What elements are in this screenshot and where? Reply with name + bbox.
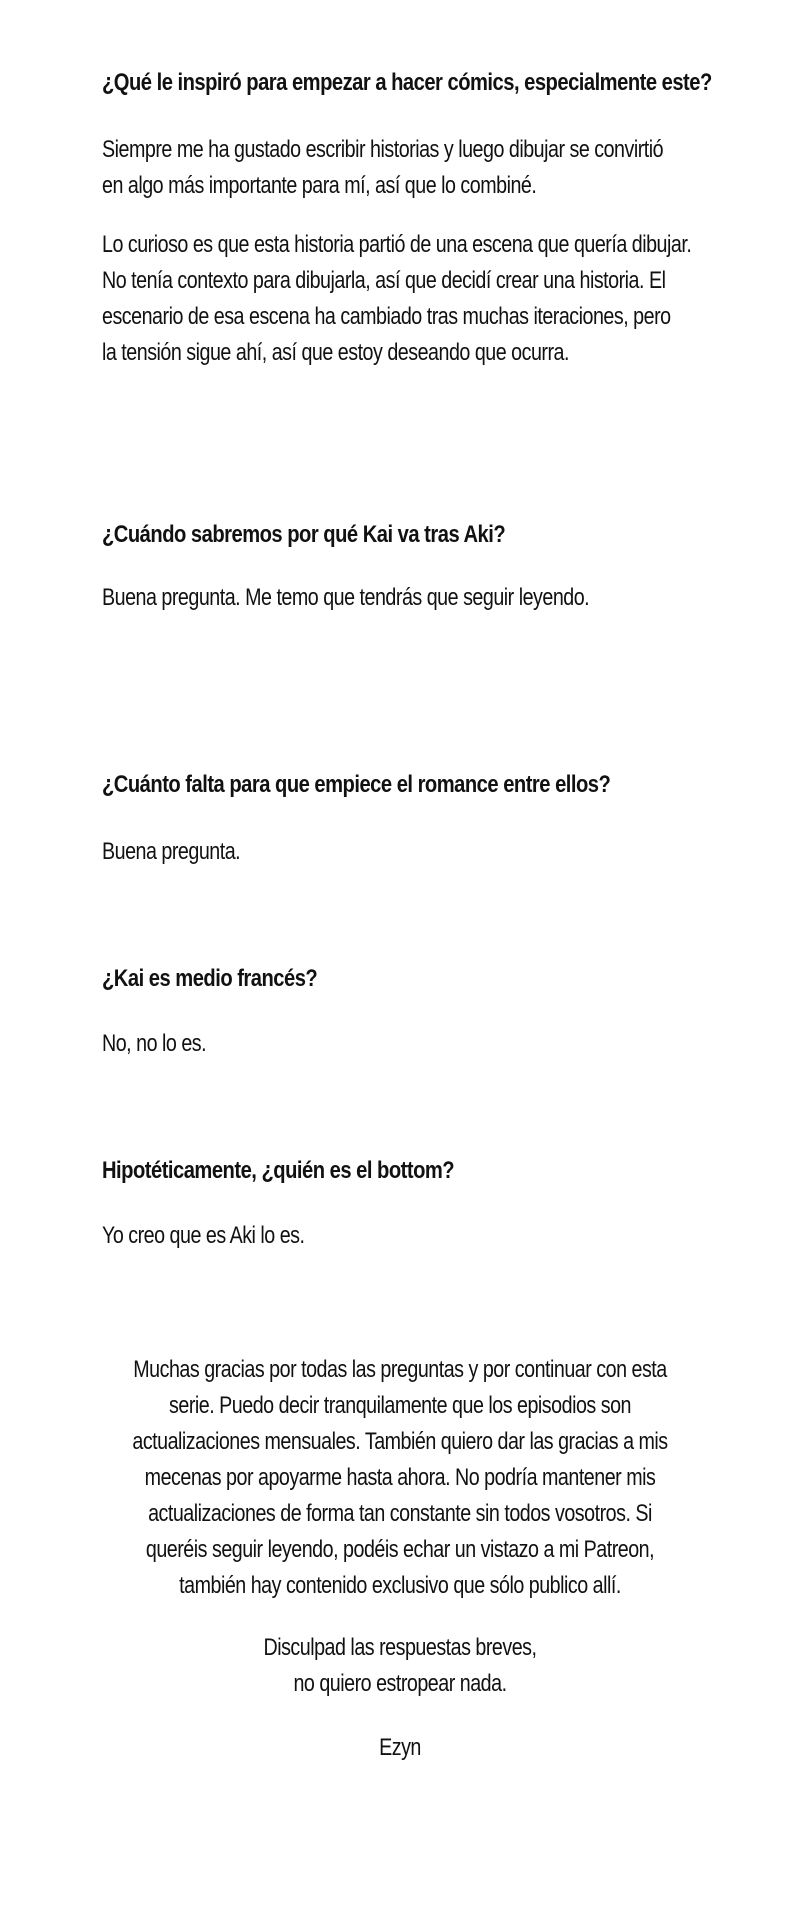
question-4: ¿Kai es medio francés? bbox=[102, 965, 318, 992]
qa-block-4 bbox=[102, 962, 782, 996]
answer-block-1a bbox=[102, 132, 782, 204]
answer-5: Yo creo que es Aki lo es. bbox=[102, 1222, 305, 1249]
answer-3: Buena pregunta. bbox=[102, 838, 241, 865]
signature-block bbox=[60, 1730, 740, 1766]
question-2: ¿Cuándo sabremos por qué Kai va tras Aki? bbox=[102, 521, 506, 548]
closing-apology: Disculpad las respuestas breves, no quiero estropear nada. bbox=[263, 1634, 537, 1697]
question-1: ¿Qué le inspiró para empezar a hacer cómics, especialmente este? bbox=[102, 69, 712, 96]
answer-block-3 bbox=[102, 834, 782, 870]
answer-block-2 bbox=[102, 580, 782, 616]
answer-2: Buena pregunta. Me temo que tendrás que seguir leyendo. bbox=[102, 584, 590, 611]
closing-thanks: Muchas gracias por todas las preguntas y por continuar con esta serie. Puedo decir tranquilamente que los episodios son actualizaciones mensuales. También quiero dar las gracias a mis mecenas por apoyarme hasta ahora. No podría mantener mis actualizaciones de forma tan constante sin todos vosotros. Si queréis seguir leyendo, podéis echar un vistazo a mi Patreon, también hay contenido exclusivo que sólo publico allí. bbox=[132, 1356, 668, 1599]
answer-block-4 bbox=[102, 1026, 782, 1062]
qa-block-2 bbox=[102, 518, 782, 552]
qa-block-3 bbox=[102, 768, 782, 802]
answer-1a: Siempre me ha gustado escribir historias y luego dibujar se convirtió en algo más importante para mí, así que lo combiné. bbox=[102, 136, 664, 199]
answer-4: No, no lo es. bbox=[102, 1030, 207, 1057]
question-3: ¿Cuánto falta para que empiece el romance entre ellos? bbox=[102, 771, 611, 798]
answer-1b: Lo curioso es que esta historia partió de una escena que quería dibujar. No tenía contexto para dibujarla, así que decidí crear una historia. El escenario de esa escena ha cambiado tras muchas iteraciones, pero la tensión sigue ahí, así que estoy deseando que ocurra. bbox=[102, 231, 692, 366]
qa-block-5 bbox=[102, 1154, 782, 1188]
qa-block-1 bbox=[102, 66, 782, 100]
answer-block-1b bbox=[102, 227, 782, 371]
author-signature: Ezyn bbox=[379, 1734, 421, 1761]
answer-block-5 bbox=[102, 1218, 782, 1254]
closing-thanks-block bbox=[60, 1352, 740, 1604]
closing-apology-block bbox=[60, 1630, 740, 1702]
question-5: Hipotéticamente, ¿quién es el bottom? bbox=[102, 1157, 455, 1184]
